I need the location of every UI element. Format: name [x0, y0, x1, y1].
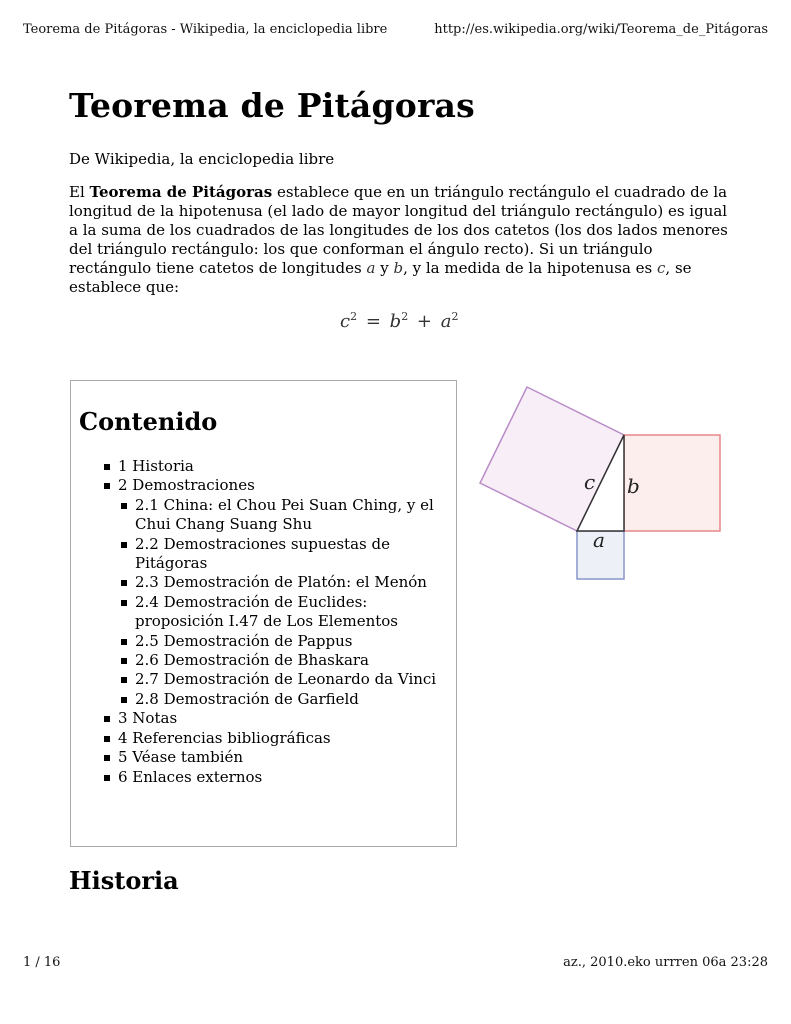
- toc-item-2-5[interactable]: [118, 632, 446, 651]
- page-subtitle: De Wikipedia, la enciclopedia libre: [69, 150, 335, 168]
- label-c: c: [584, 470, 596, 494]
- pythagoras-diagram: [470, 380, 730, 590]
- print-header-url: http://es.wikipedia.org/wiki/Teorema_de_Pitágoras: [434, 22, 768, 37]
- intro-paragraph: [69, 183, 729, 297]
- toc-link[interactable]: 2.5 Demostración de Pappus: [135, 631, 353, 650]
- table-of-contents: [70, 380, 457, 847]
- formula-term-2-exp: 2: [451, 310, 459, 323]
- page-title: Teorema de Pitágoras: [69, 86, 475, 125]
- toc-link[interactable]: 2.1 China: el Chou Pei Suan Ching, y el Chui Chang Suang Shu: [135, 495, 434, 534]
- pythagorean-formula: [340, 310, 458, 332]
- section-heading-historia: Historia: [69, 866, 179, 895]
- math-var-a: a: [366, 259, 376, 277]
- toc-item-2-8[interactable]: [118, 690, 446, 709]
- page-number: 1 / 16: [23, 955, 61, 970]
- toc-link[interactable]: 2.2 Demostraciones supuestas de Pitágoras: [135, 534, 390, 573]
- toc-link[interactable]: 1 Historia: [118, 457, 194, 475]
- toc-sublist: [118, 496, 446, 709]
- toc-link[interactable]: 5 Véase también: [118, 748, 244, 767]
- toc-item-demostraciones[interactable]: [101, 476, 446, 709]
- intro-prefix: El: [69, 183, 90, 201]
- formula-plus: +: [416, 311, 433, 332]
- toc-item-historia[interactable]: [101, 457, 446, 476]
- toc-link[interactable]: 4 Referencias bibliográficas: [118, 728, 331, 747]
- toc-link[interactable]: 2.6 Demostración de Bhaskara: [135, 651, 369, 670]
- toc-heading: Contenido: [79, 407, 218, 436]
- intro-text-3: , y la medida de la hipotenusa es: [403, 259, 658, 277]
- intro-text-2: y: [375, 259, 394, 277]
- label-a: a: [593, 528, 605, 552]
- toc-link[interactable]: 6 Enlaces externos: [118, 767, 263, 786]
- formula-term-1: b: [389, 311, 402, 332]
- toc-link[interactable]: 2.3 Demostración de Platón: el Menón: [135, 573, 427, 592]
- label-b: b: [627, 474, 640, 498]
- print-date: az., 2010.eko urrren 06a 23:28: [563, 955, 768, 970]
- formula-term-1-exp: 2: [401, 310, 409, 323]
- toc-item-2-1[interactable]: [118, 496, 446, 535]
- toc-item-2-3[interactable]: [118, 573, 446, 592]
- toc-item-referencias[interactable]: [101, 729, 446, 748]
- toc-link[interactable]: 2 Demostraciones: [118, 476, 255, 495]
- formula-lhs-exp: 2: [350, 310, 358, 323]
- formula-lhs: c: [340, 311, 351, 332]
- toc-link[interactable]: 2.8 Demostración de Garfield: [135, 689, 359, 708]
- intro-text-1: establece que en un triángulo rectángulo el cuadrado de la longitud de la hipotenusa (el lado de mayor longitud del triángulo rectángulo) es igual a la suma de los cuadrados de las longitudes de los dos catetos (los dos lados menores del triángulo rectángulo: los que conforman el ángulo recto). Si un triángulo rectángulo tiene catetos de longitudes: [69, 183, 728, 277]
- toc-item-2-4[interactable]: [118, 593, 446, 632]
- toc-link[interactable]: 3 Notas: [118, 709, 178, 728]
- formula-term-2: a: [440, 311, 452, 332]
- math-var-b: b: [393, 259, 404, 277]
- toc-item-2-6[interactable]: [118, 651, 446, 670]
- intro-bold-term: Teorema de Pitágoras: [89, 183, 273, 201]
- print-header-title: Teorema de Pitágoras - Wikipedia, la enciclopedia libre: [23, 22, 388, 37]
- toc-item-2-2[interactable]: [118, 535, 446, 574]
- toc-item-enlaces-externos[interactable]: [101, 768, 446, 787]
- toc-link[interactable]: 2.7 Demostración de Leonardo da Vinci: [135, 670, 437, 689]
- formula-equals: =: [365, 311, 381, 332]
- toc-item-notas[interactable]: [101, 709, 446, 728]
- math-var-c: c: [657, 259, 666, 277]
- intro-text-4: , se establece que:: [69, 259, 692, 296]
- toc-link[interactable]: 2.4 Demostración de Euclides: proposición I.47 de Los Elementos: [135, 592, 398, 631]
- toc-item-2-7[interactable]: [118, 670, 446, 689]
- toc-list: [101, 457, 446, 787]
- toc-item-vease-tambien[interactable]: [101, 748, 446, 767]
